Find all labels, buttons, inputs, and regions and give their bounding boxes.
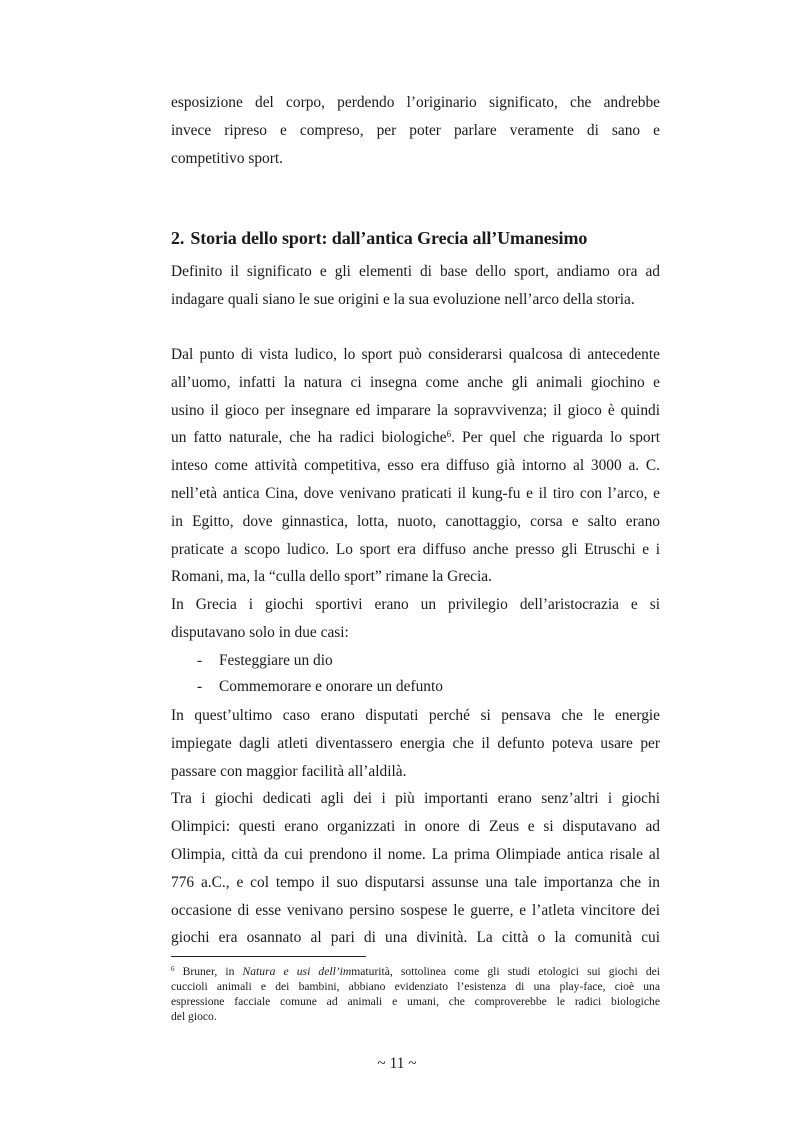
- list-item: [171, 674, 660, 700]
- text-line: Dal punto di vista ludico, lo sport può considerarsi qualcosa di antecedente: [171, 346, 660, 363]
- list-item-text: Festeggiare un dio: [219, 652, 333, 669]
- paragraph-definition: [171, 258, 660, 314]
- text-fragment: . Per quel che riguarda lo sport: [451, 429, 660, 447]
- footnote-separator: [171, 956, 366, 957]
- footnote-line: espressione facciale comune ad animali e umani, che comproverebbe le radici biologiche: [171, 995, 660, 1008]
- list-item: [171, 648, 660, 674]
- text-line: inteso come attività competitiva, esso era diffuso già intorno al 3000 a. C.: [171, 457, 660, 475]
- section-number: 2.: [171, 228, 185, 248]
- text-line: giochi era osannato al pari di una divinità. La città o la comunità cui: [171, 929, 660, 947]
- text-line: 776 a.C., e col tempo il suo disputarsi assunse una tale importanza che in: [171, 873, 660, 891]
- text-line: in Egitto, dove ginnastica, lotta, nuoto, canottaggio, corsa e salto erano: [171, 512, 660, 530]
- text-line: competitivo sport.: [171, 149, 283, 167]
- text-line: disputavano solo in due casi:: [171, 623, 349, 641]
- section-heading: [171, 228, 587, 249]
- footnote-line: cuccioli animali e dei bambini, abbiano evidenziato l’esistenza di una play-face, cioè una: [171, 980, 660, 993]
- text-line: nell’età antica Cina, dove venivano praticati il kung-fu e il tiro con l’arco, e: [171, 484, 660, 502]
- text-line: In quest’ultimo caso erano disputati perché si pensava che le energie: [171, 707, 660, 724]
- text-fragment: Bruner, in: [174, 965, 243, 978]
- footnote-number: 6: [171, 965, 175, 973]
- text-line-with-footnote: [171, 424, 660, 452]
- text-line: occasione di esse venivano persino sospese le guerre, e l’atleta vincitore dei: [171, 901, 660, 919]
- bullet-list: [171, 648, 660, 700]
- text-line: passare con maggior facilità all’aldilà.: [171, 762, 407, 780]
- text-line: In Grecia i giochi sportivi erano un privilegio dell’aristocrazia e si: [171, 596, 660, 614]
- text-fragment: maturità, sottolinea come gli studi etologici sui giochi dei: [351, 965, 660, 978]
- text-line: Tra i giochi dedicati agli dei i più importanti erano senz’altri i giochi: [171, 790, 660, 808]
- bullet-dash: -: [197, 652, 203, 669]
- text-line: Definito il significato e gli elementi di base dello sport, andiamo ora ad: [171, 263, 660, 280]
- paragraph-olympics: [171, 702, 660, 952]
- text-line: invece ripreso e compreso, per poter parlare veramente di sano e: [171, 121, 660, 139]
- footnote: [171, 964, 660, 1024]
- list-item-text: Commemorare e onorare un defunto: [219, 678, 443, 695]
- paragraph-history: [171, 341, 660, 647]
- page-number: ~ 11 ~: [377, 1055, 417, 1072]
- text-line: Olimpici: questi erano organizzati in onore di Zeus e si disputavano ad: [171, 818, 660, 836]
- section-title: Storia dello sport: dall’antica Grecia all’Umanesimo: [190, 228, 588, 248]
- text-fragment: un fatto naturale, che ha radici biologiche: [171, 429, 447, 447]
- text-line: all’uomo, infatti la natura ci insegna come anche gli animali giochino e: [171, 373, 660, 391]
- text-line: usino il gioco per insegnare ed imparare la sopravvivenza; il gioco è quindi: [171, 401, 660, 419]
- text-line: praticate a scopo ludico. Lo sport era diffuso anche presso gli Etruschi e i: [171, 540, 660, 558]
- intro-paragraph: [171, 89, 660, 172]
- footnote-line: del gioco.: [171, 1010, 217, 1023]
- text-line: impiegate dagli atleti diventassero energia che il defunto poteva usare per: [171, 734, 660, 752]
- text-line: Olimpia, città da cui prendono il nome. La prima Olimpiade antica risale al: [171, 845, 660, 863]
- bullet-dash: -: [197, 678, 203, 695]
- text-line: indagare quali siano le sue origini e la sua evoluzione nell’arco della storia.: [171, 290, 635, 308]
- book-title: Natura e usi dell’im: [242, 965, 352, 978]
- footnote-reference[interactable]: 6: [446, 429, 452, 440]
- text-line: esposizione del corpo, perdendo l’originario significato, che andrebbe: [171, 94, 660, 111]
- text-line: Romani, ma, la “culla dello sport” rimane la Grecia.: [171, 568, 492, 586]
- footnote-line: [171, 964, 660, 979]
